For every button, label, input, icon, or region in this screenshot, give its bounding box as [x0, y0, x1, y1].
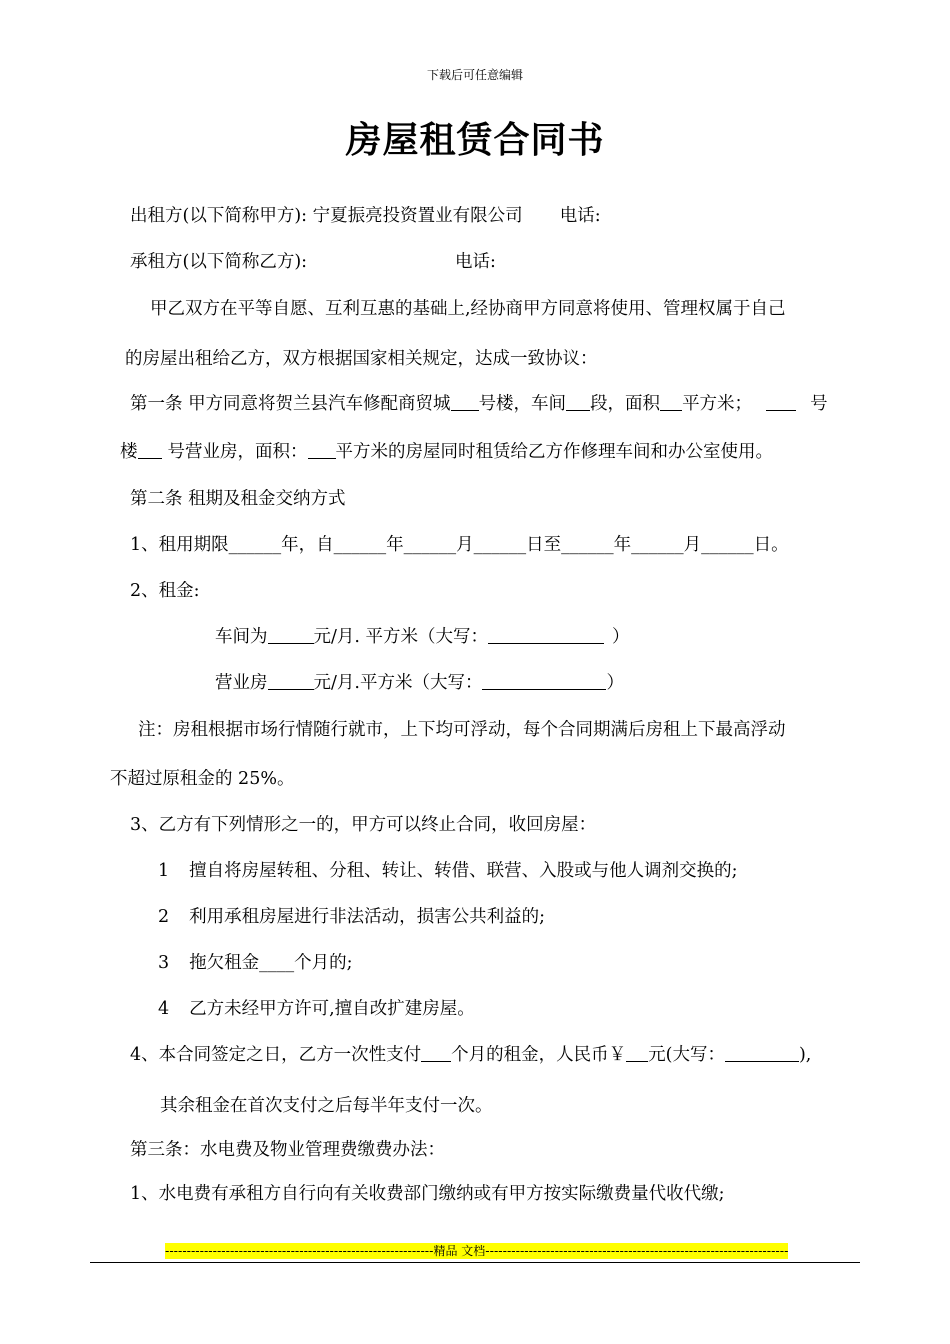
article1-text-c: 段，面积 — [590, 394, 661, 414]
area-blank — [660, 394, 682, 411]
article3-item1: 1、水电费有承租方自行向有关收费部门缴纳或有甲方按实际缴费量代收代缴; — [130, 1184, 725, 1204]
article1-text-g: 号营业房，面积： — [167, 442, 308, 462]
article1-line2 — [120, 438, 773, 463]
workshop-rent-text-b: 元/月. 平方米（大写： — [313, 627, 489, 647]
workshop-rent-text-a: 车间为 — [215, 627, 268, 647]
article1-text-b: 号楼，车间 — [478, 394, 567, 414]
party-b-phone-label: 电话: — [455, 252, 496, 272]
footer-dashes-right: ---------------------------------------------------------------------- — [485, 1244, 789, 1258]
footer-band — [165, 1243, 788, 1259]
amount-blank — [626, 1045, 648, 1062]
shop-area-blank — [308, 442, 336, 459]
party-a-line — [130, 202, 601, 227]
shop-building-blank — [766, 394, 796, 411]
party-b-line — [130, 248, 307, 273]
months-blank — [421, 1045, 451, 1062]
note-line-1: 注：房租根据市场行情随行就市，上下均可浮动，每个合同期满后房租上下最高浮动 — [138, 720, 786, 740]
party-a-label: 出租方(以下简称甲方): 宁夏振亮投资置业有限公司 — [130, 206, 523, 226]
shop-rent-blank — [268, 673, 314, 690]
document-title: 房屋租赁合同书 — [345, 119, 605, 161]
payment-text-a: 4、本合同签定之日，乙方一次性支付 — [130, 1045, 422, 1065]
amount-words-blank — [725, 1045, 799, 1062]
party-a-phone-label: 电话: — [559, 206, 601, 226]
item-text: 擅自将房屋转租、分租、转让、转借、联营、入股或与他人调剂交换的; — [189, 861, 738, 881]
article1-line1 — [130, 390, 828, 415]
termination-item — [158, 995, 475, 1020]
workshop-rent-blank — [268, 627, 314, 644]
article1-text-e: 号 — [810, 394, 828, 414]
payment-text-c: 元(大写： — [648, 1045, 725, 1065]
building-blank — [451, 394, 479, 411]
note-line-2: 不超过原租金的 25%。 — [110, 769, 295, 789]
shop-rent-line — [215, 669, 624, 694]
payment-text-d: ), — [798, 1045, 812, 1065]
shop-rent-text-b: 元/月.平方米（大写： — [313, 673, 483, 693]
workshop-rent-text-c: ） — [612, 627, 630, 647]
payment-line — [130, 1041, 811, 1066]
article3-heading: 第三条：水电费及物业管理费缴费办法： — [130, 1140, 445, 1160]
item-text: 利用承租房屋进行非法活动，损害公共利益的; — [189, 907, 546, 927]
footer-text: 精品 文档 — [433, 1244, 486, 1258]
article1-text-d: 平方米； — [682, 394, 753, 414]
item-number: 4 — [158, 999, 170, 1019]
rent-label: 2、租金: — [130, 581, 200, 601]
header-note: 下载后可任意编辑 — [426, 68, 523, 82]
party-b-label: 承租方(以下简称乙方): — [130, 252, 308, 272]
termination-item — [158, 949, 353, 974]
payment-text-b: 个月的租金，人民币￥ — [451, 1045, 627, 1065]
intro-line-2: 的房屋出租给乙方，双方根据国家相关规定，达成一致协议： — [125, 349, 598, 369]
termination-heading: 3、乙方有下列情形之一的，甲方可以终止合同，收回房屋： — [130, 815, 597, 835]
footer-dashes-left: -------------------------------------------------------------- — [165, 1244, 434, 1258]
termination-item — [158, 857, 738, 882]
item-number: 1 — [158, 861, 170, 881]
workshop-rent-words-blank — [488, 627, 604, 644]
shop-rent-words-blank — [482, 673, 606, 690]
shop-rent-text-a: 营业房 — [215, 673, 268, 693]
termination-item — [158, 903, 545, 928]
item-number: 2 — [158, 907, 170, 927]
item-number: 3 — [158, 953, 170, 973]
article2-heading: 第二条 租期及租金交纳方式 — [130, 489, 346, 509]
lease-term-line: 1、租用期限______年，自______年______月______日至______年______月______日。 — [130, 535, 789, 555]
payment-line-2: 其余租金在首次支付之后每半年支付一次。 — [160, 1096, 493, 1116]
item-text: 拖欠租金____个月的; — [189, 953, 353, 973]
article1-text-h: 平方米的房屋同时租赁给乙方作修理车间和办公室使用。 — [335, 442, 773, 462]
shop-floor-blank — [138, 442, 162, 459]
shop-rent-text-c: ） — [606, 673, 624, 693]
intro-line-1: 甲乙双方在平等自愿、互利互惠的基础上,经协商甲方同意将使用、管理权属于自己 — [150, 299, 786, 319]
item-text: 乙方未经甲方许可,擅自改扩建房屋。 — [189, 999, 475, 1019]
section-blank — [566, 394, 590, 411]
footer-rule — [90, 1262, 860, 1263]
article1-text-f: 楼 — [120, 442, 138, 462]
article1-text-a: 第一条 甲方同意将贺兰县汽车修配商贸城 — [130, 394, 451, 414]
workshop-rent-line — [215, 623, 630, 648]
